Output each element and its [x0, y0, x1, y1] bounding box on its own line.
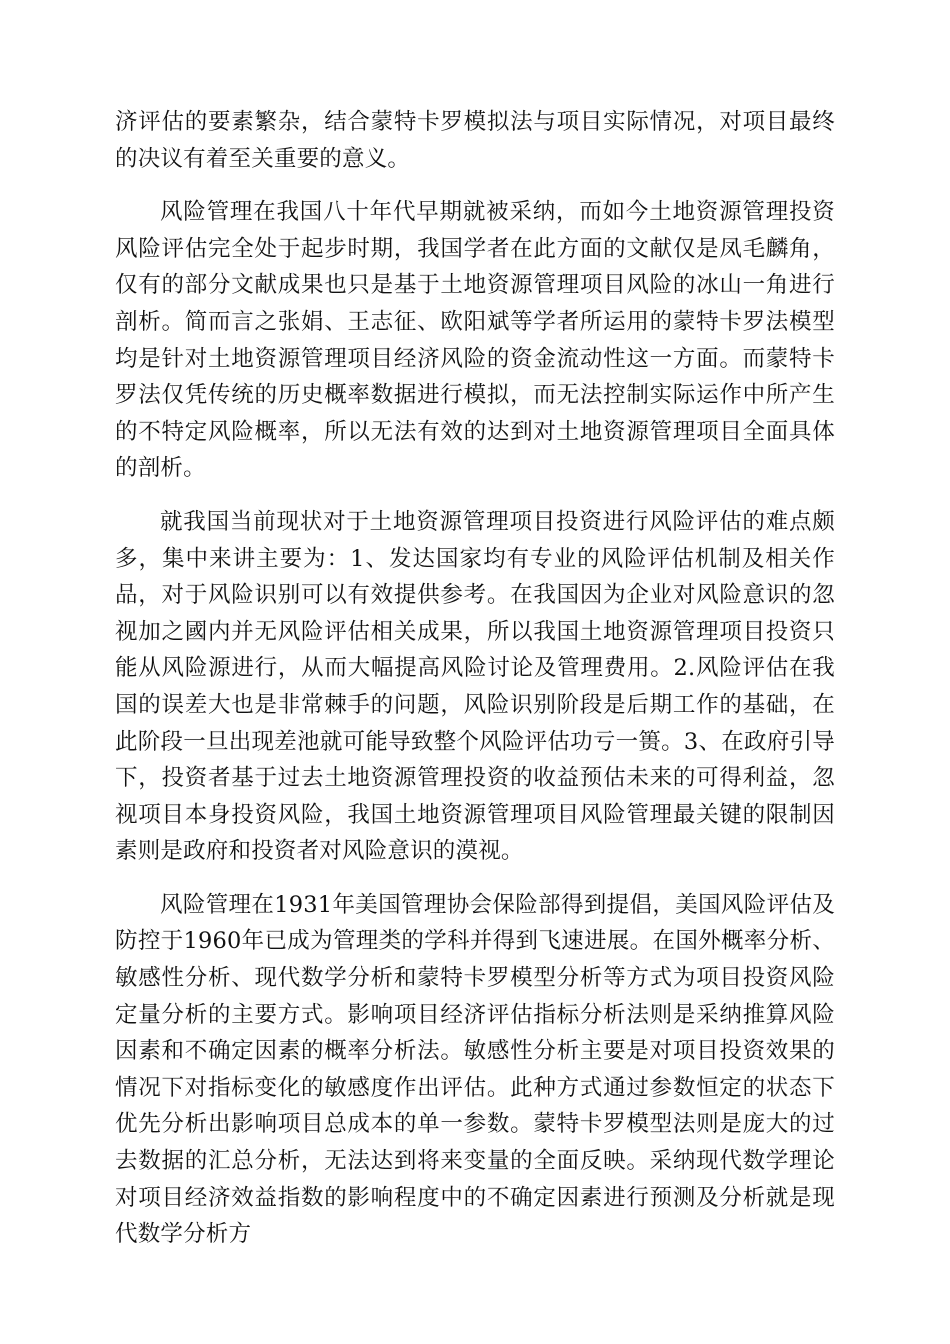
paragraph-risk-management-history-china: 风险管理在我国八十年代早期就被采纳，而如今土地资源管理投资风险评估完全处于起步时期，我国学者在此方面的文献仅是凤毛麟角，仅有的部分文献成果也只是基于土地资源管理项目风险的冰山一角进行剖析。简而言之张娟、王志征、欧阳斌等学者所运用的蒙特卡罗法模型均是针对土地资源管理项目经济风险的资金流动性这一方面。而蒙特卡罗法仅凭传统的历史概率数据进行模拟，而无法控制实际运作中所产生的不特定风险概率，所以无法有效的达到对土地资源管理项目全面具体的剖析。	[115, 199, 835, 482]
paragraph-difficulties-in-china: 就我国当前现状对于土地资源管理项目投资进行风险评估的难点颇多，集中来讲主要为：1、发达国家均有专业的风险评估机制及相关作品，对于风险识别可以有效提供参考。在我国因为企业对风险意识的忽视加之國内并无风险评估相关成果，所以我国土地资源管理项目投资只能从风险源进行，从而大幅提高风险讨论及管理费用。2.风险评估在我国的误差大也是非常棘手的问题，风险识别阶段是后期工作的基础，在此阶段一旦出现差池就可能导致整个风险评估功亏一篑。3、在政府引导下，投资者基于过去土地资源管理投资的收益预估未来的可得利益，忽视项目本身投资风险，我国土地资源管理项目风险管理最关键的限制因素则是政府和投资者对风险意识的漠视。	[115, 508, 835, 865]
paragraph-foreign-methods: 风险管理在1931年美国管理协会保险部得到提倡，美国风险评估及防控于1960年已成为管理类的学科并得到飞速进展。在国外概率分析、敏感性分析、现代数学分析和蒙特卡罗模型分析等方式为项目投资风险定量分析的主要方式。影响项目经济评估指标分析法则是采纳推算风险因素和不确定因素的概率分析法。敏感性分析主要是对项目投资效果的情况下对指标变化的敏感度作出评估。此种方式通过参数恒定的状态下优先分析出影响项目总成本的单一参数。蒙特卡罗模型法则是庞大的过去数据的汇总分析，无法达到将来变量的全面反映。采纳现代数学理论对项目经济效益指数的影响程度中的不确定因素进行预测及分析就是现代数学分析方	[115, 891, 835, 1248]
document-body	[115, 104, 835, 1270]
paragraph-continuation: 济评估的要素繁杂，结合蒙特卡罗模拟法与项目实际情况，对项目最终的决议有着至关重要的意义。	[115, 109, 835, 172]
